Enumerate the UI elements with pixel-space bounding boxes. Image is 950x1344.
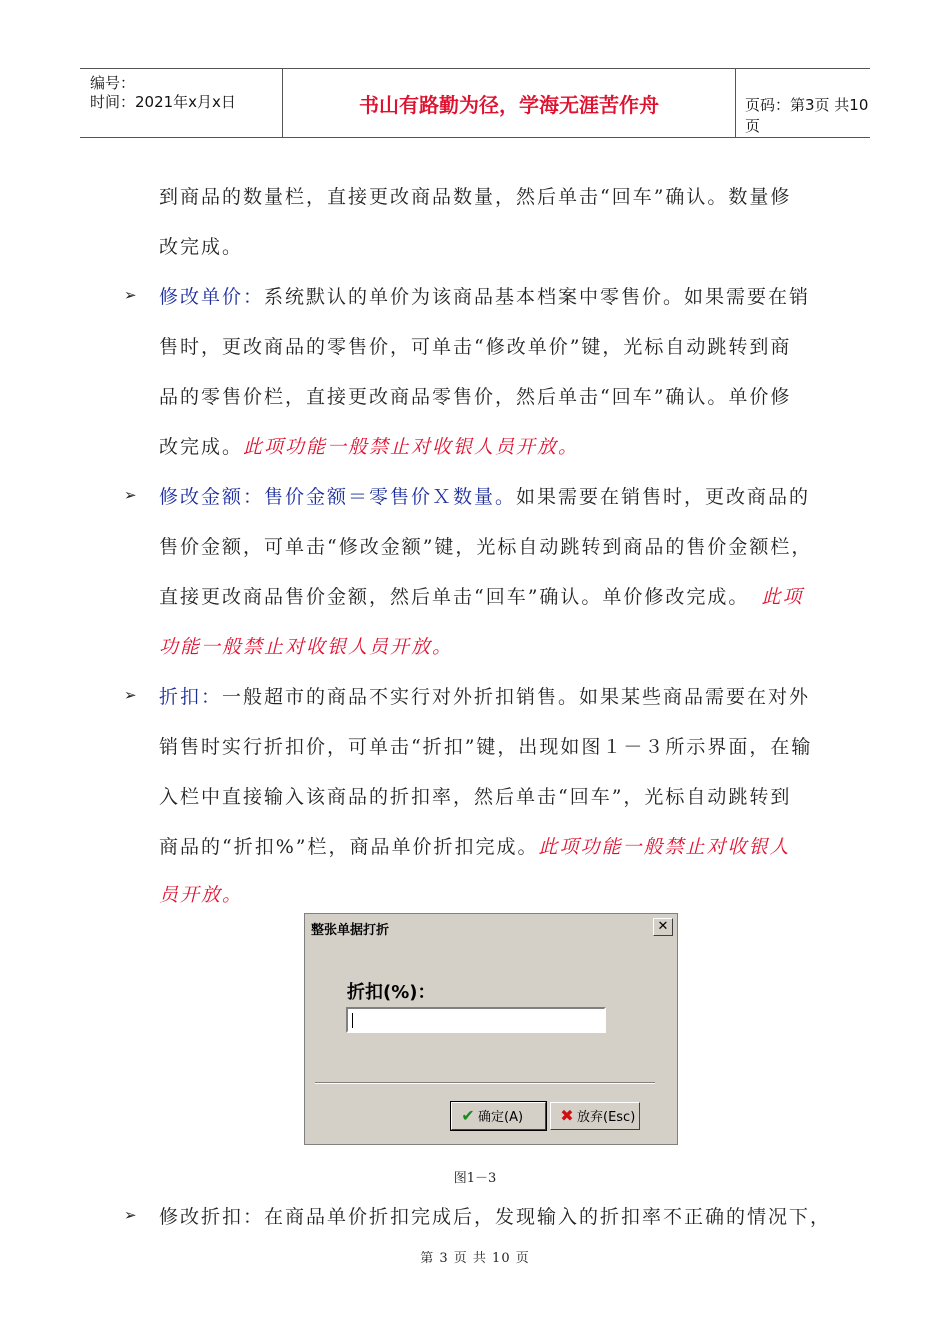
bullet-arrow-icon: ➢ (124, 1206, 137, 1224)
warning-text: 此项功能一般禁止对收银人 (538, 836, 791, 858)
warning-text: 此项功能一般禁止对收银人员开放。 (243, 436, 580, 458)
header-center-cell (282, 69, 736, 137)
dialog-divider (315, 1082, 655, 1084)
page-footer: 第 3 页 共 10 页 (420, 1251, 530, 1266)
warning-text: 员开放。 (159, 884, 244, 906)
page-header (80, 68, 870, 138)
body-text: 系统默认的单价为该商品基本档案中零售价。如果需要在销 (264, 286, 811, 308)
dialog-title: 整张单据打折 (311, 923, 390, 938)
dialog-titlebar (307, 916, 675, 938)
bullet-arrow-icon: ➢ (124, 486, 137, 504)
body-line: 品的零售价栏，直接更改商品零售价，然后单击“回车”确认。单价修 (159, 386, 792, 408)
ok-button-label: 确定(A) (478, 1110, 524, 1125)
doc-code: 编号： (90, 74, 136, 92)
figure-caption: 图1－3 (453, 1171, 497, 1186)
bullet-arrow-icon: ➢ (124, 686, 137, 704)
body-text: 商品的“折扣%”栏，商品单价折扣完成。 (159, 836, 539, 858)
header-motto: 书山有路勤为径，学海无涯苦作舟 (359, 93, 659, 117)
checkmark-icon: ✔ (461, 1106, 475, 1125)
body-line: 售价金额，可单击“修改金额”键，光标自动跳转到商品的售价金额栏， (159, 536, 813, 558)
bullet-arrow-icon: ➢ (124, 286, 137, 304)
header-page-code: 页码：第3页 共10页 (745, 96, 869, 135)
section-title: 修改金额：售价金额＝零售价Ｘ数量。 (159, 486, 517, 508)
body-line: 改完成。 (159, 236, 244, 258)
body-text: 一般超市的商品不实行对外折扣销售。如果某些商品需要在对外 (222, 686, 811, 708)
header-right-cell (735, 69, 870, 137)
body-line: 销售时实行折扣价，可单击“折扣”键，出现如图１－３所示界面，在输 (159, 736, 813, 758)
body-text: 改完成。 (159, 436, 244, 458)
body-text: 如果需要在销售时，更改商品的 (516, 486, 811, 508)
body-line: 售时，更改商品的零售价，可单击“修改单价”键，光标自动跳转到商 (159, 336, 792, 358)
close-icon[interactable]: ✕ (653, 918, 673, 936)
discount-label: 折扣(%)： (347, 982, 436, 1003)
section-title: 修改单价： (159, 286, 265, 308)
body-line (159, 682, 810, 709)
cross-icon: ✖ (560, 1106, 574, 1125)
body-line: 修改折扣：在商品单价折扣完成后，发现输入的折扣率不正确的情况下， (159, 1206, 832, 1228)
body-line (159, 282, 810, 309)
body-line: 入栏中直接输入该商品的折扣率，然后单击“回车”，光标自动跳转到 (159, 786, 792, 808)
cancel-button[interactable] (550, 1102, 640, 1130)
discount-input[interactable] (346, 1007, 606, 1033)
discount-dialog (304, 913, 678, 1145)
ok-button[interactable] (451, 1102, 546, 1130)
text-caret (352, 1013, 353, 1028)
body-line (159, 432, 579, 459)
warning-text: 此项 (761, 586, 804, 608)
body-line (159, 582, 803, 609)
section-title: 折扣： (159, 686, 223, 708)
body-line: 到商品的数量栏，直接更改商品数量，然后单击“回车”确认。数量修 (159, 186, 792, 208)
doc-time: 时间：2021年x月x日 (90, 93, 236, 111)
body-line (159, 482, 810, 509)
body-line (159, 832, 791, 859)
header-left-cell (80, 69, 282, 137)
body-text: 直接更改商品售价金额，然后单击“回车”确认。单价修改完成。 (159, 586, 750, 608)
warning-text: 功能一般禁止对收银人员开放。 (159, 636, 454, 658)
cancel-button-label: 放弃(Esc) (577, 1110, 636, 1125)
